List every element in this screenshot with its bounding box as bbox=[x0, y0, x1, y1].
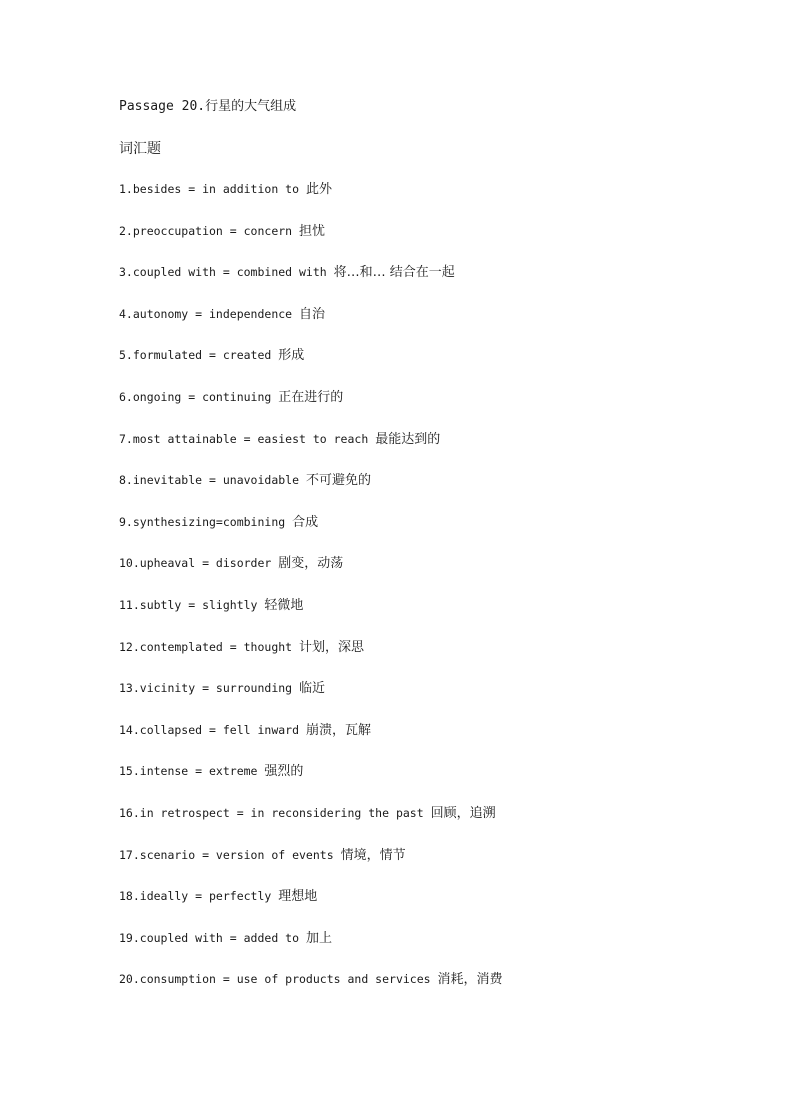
vocab-english: 12.contemplated = thought bbox=[119, 639, 300, 654]
vocab-chinese: 合成 bbox=[292, 514, 319, 530]
vocab-entry bbox=[119, 513, 503, 555]
vocab-entry bbox=[119, 222, 503, 264]
passage-title-prefix: Passage 20. bbox=[119, 99, 206, 114]
vocab-chinese: 将…和… 结合在一起 bbox=[333, 265, 455, 281]
vocab-english: 5.formulated = created bbox=[119, 348, 279, 363]
vocab-english: 1.besides = in addition to bbox=[119, 182, 306, 196]
vocab-chinese: 轻微地 bbox=[264, 597, 304, 613]
vocab-entry bbox=[119, 762, 503, 804]
vocabulary-list bbox=[119, 180, 503, 1012]
vocab-english: 10.upheaval = disorder bbox=[119, 556, 279, 571]
vocab-chinese: 加上 bbox=[305, 930, 332, 946]
vocab-chinese: 计划，深思 bbox=[299, 639, 365, 655]
vocab-english: 20.consumption = use of products and services bbox=[119, 972, 438, 987]
vocab-english: 14.collapsed = fell inward bbox=[119, 722, 306, 737]
vocab-english: 7.most attainable = easiest to reach bbox=[119, 431, 376, 446]
vocab-entry bbox=[119, 887, 503, 929]
vocab-chinese: 强烈的 bbox=[264, 764, 304, 780]
vocab-english: 8.inevitable = unavoidable bbox=[119, 473, 306, 488]
vocab-entry bbox=[119, 263, 503, 305]
vocab-chinese: 崩溃，瓦解 bbox=[305, 722, 371, 738]
vocab-chinese: 形成 bbox=[278, 348, 305, 364]
vocab-chinese: 自治 bbox=[299, 306, 326, 322]
vocab-chinese: 担忧 bbox=[299, 223, 326, 239]
vocab-entry bbox=[119, 846, 503, 888]
passage-title bbox=[119, 98, 296, 116]
vocab-chinese: 不可避免的 bbox=[305, 473, 371, 489]
vocab-chinese: 最能达到的 bbox=[375, 431, 441, 447]
vocab-english: 6.ongoing = continuing bbox=[119, 389, 279, 404]
vocab-entry bbox=[119, 638, 503, 680]
vocab-entry bbox=[119, 970, 503, 1012]
section-heading: 词汇题 bbox=[119, 141, 161, 157]
vocab-entry bbox=[119, 180, 503, 222]
vocab-english: 13.vicinity = surrounding bbox=[119, 681, 300, 696]
vocab-chinese: 临近 bbox=[299, 681, 326, 697]
vocab-english: 19.coupled with = added to bbox=[119, 930, 306, 945]
vocab-chinese: 消耗，消费 bbox=[437, 972, 503, 988]
vocab-entry bbox=[119, 305, 503, 347]
passage-title-zh: 行星的大气组成 bbox=[205, 99, 297, 114]
vocab-english: 16.in retrospect = in reconsidering the past bbox=[119, 805, 431, 820]
vocab-chinese: 理想地 bbox=[278, 889, 318, 905]
vocab-entry bbox=[119, 679, 503, 721]
vocab-entry bbox=[119, 346, 503, 388]
vocab-chinese: 正在进行的 bbox=[278, 389, 344, 405]
vocab-english: 9.synthesizing=combining bbox=[119, 514, 293, 529]
vocab-entry bbox=[119, 804, 503, 846]
vocab-entry bbox=[119, 471, 503, 513]
vocab-entry bbox=[119, 554, 503, 596]
vocab-english: 3.coupled with = combined with bbox=[119, 265, 334, 280]
vocab-chinese: 回顾，追溯 bbox=[430, 805, 496, 821]
vocab-entry bbox=[119, 721, 503, 763]
vocab-english: 17.scenario = version of events bbox=[119, 847, 341, 862]
vocab-english: 4.autonomy = independence bbox=[119, 306, 300, 321]
vocab-chinese: 情境，情节 bbox=[340, 847, 406, 863]
vocab-entry bbox=[119, 388, 503, 430]
vocab-english: 18.ideally = perfectly bbox=[119, 889, 279, 904]
vocab-english: 15.intense = extreme bbox=[119, 764, 265, 779]
vocab-entry bbox=[119, 929, 503, 971]
vocab-chinese: 剧变，动荡 bbox=[278, 556, 344, 572]
vocab-entry bbox=[119, 430, 503, 472]
vocab-english: 11.subtly = slightly bbox=[119, 597, 265, 612]
vocab-chinese: 此外 bbox=[305, 182, 332, 197]
vocab-english: 2.preoccupation = concern bbox=[119, 223, 300, 238]
vocab-entry bbox=[119, 596, 503, 638]
